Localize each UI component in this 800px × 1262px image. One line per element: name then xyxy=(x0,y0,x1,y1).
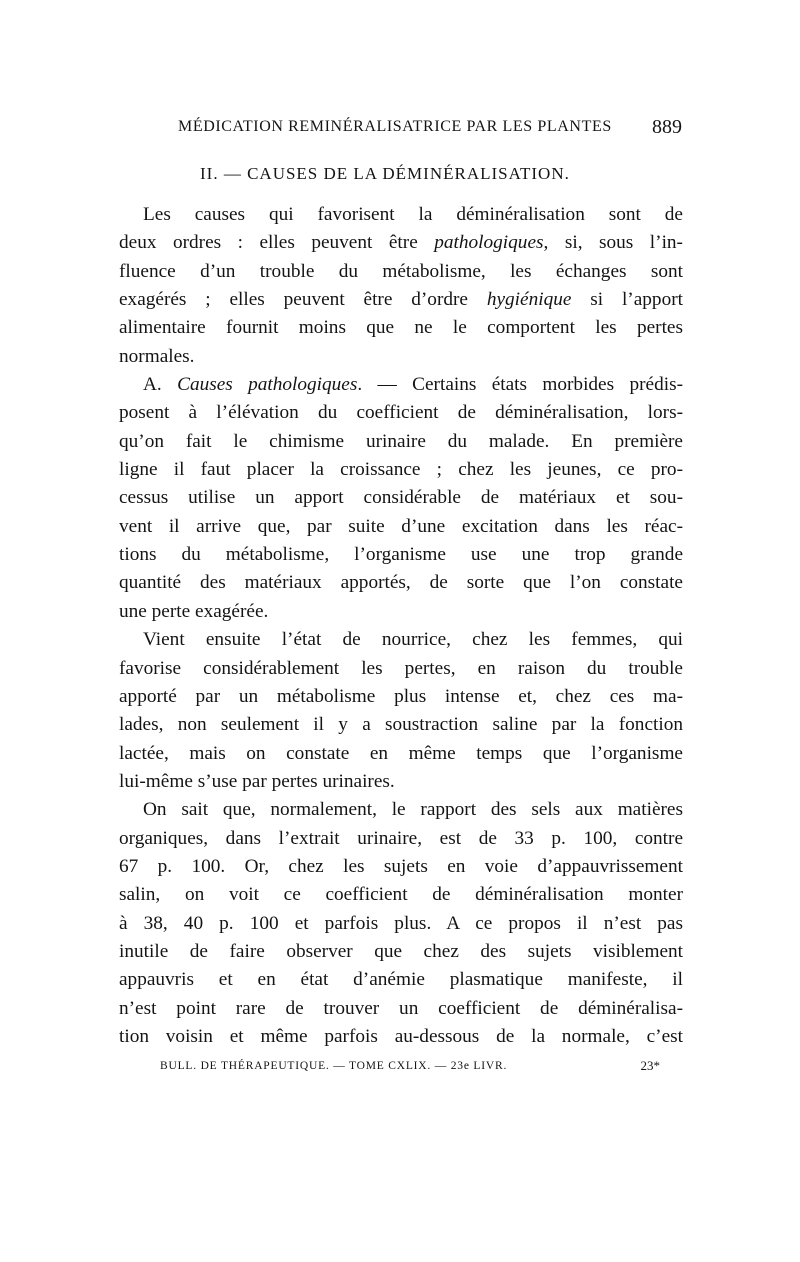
text-line: lades, non seulement il y a soustraction saline par la fonction xyxy=(119,714,683,736)
text-line: 67 p. 100. Or, chez les sujets en voie d’appauvrissement xyxy=(119,855,683,877)
text-line: organiques, dans l’extrait urinaire, est de 33 p. 100, contre xyxy=(119,827,683,849)
text-line: inutile de faire observer que chez des sujets visiblement xyxy=(119,940,683,962)
text-line: normales. xyxy=(119,345,195,367)
text-line: appauvris et en état d’anémie plasmatique manifeste, il xyxy=(119,969,683,991)
text-line: n’est point rare de trouver un coefficient de déminéralisa- xyxy=(119,997,683,1019)
text-line: Vient ensuite l’état de nourrice, chez les femmes, qui xyxy=(143,629,683,651)
page-number: 889 xyxy=(652,116,682,138)
text-line: une perte exagérée. xyxy=(119,600,269,622)
text-line: cessus utilise un apport considérable de matériaux et sou- xyxy=(119,487,683,509)
text-line: quantité des matériaux apportés, de sorte que l’on constate xyxy=(119,572,683,594)
text-line: ligne il faut placer la croissance ; chez les jeunes, ce pro- xyxy=(119,459,683,481)
text-line: qu’on fait le chimisme urinaire du malade. En première xyxy=(119,430,683,452)
text-line: alimentaire fournit moins que ne le comportent les pertes xyxy=(119,317,683,339)
text-line: A. Causes pathologiques. — Certains états morbides prédis- xyxy=(143,374,683,396)
text-line: vent il arrive que, par suite d’une excitation dans les réac- xyxy=(119,515,683,537)
text-line: exagérés ; elles peuvent être d’ordre hygiénique si l’apport xyxy=(119,289,683,311)
text-line: deux ordres : elles peuvent être pathologiques, si, sous l’in- xyxy=(119,232,683,254)
text-line: lactée, mais on constate en même temps que l’organisme xyxy=(119,742,683,764)
text-line: à 38, 40 p. 100 et parfois plus. A ce propos il n’est pas xyxy=(119,912,683,934)
footer-signature-mark: 23* xyxy=(640,1058,660,1073)
text-line: lui-même s’use par pertes urinaires. xyxy=(119,770,395,792)
text-line: Les causes qui favorisent la déminéralisation sont de xyxy=(143,204,683,225)
text-line: tions du métabolisme, l’organisme use une trop grande xyxy=(119,544,683,566)
text-line: apporté par un métabolisme plus intense et, chez ces ma- xyxy=(119,685,683,707)
running-head-title: MÉDICATION REMINÉRALISATRICE PAR LES PLANTES xyxy=(178,118,612,135)
running-head xyxy=(178,114,682,140)
text-line: fluence d’un trouble du métabolisme, les échanges sont xyxy=(119,260,683,282)
body-text xyxy=(119,201,683,1051)
italic-term: hygiénique xyxy=(486,289,572,311)
page-footer xyxy=(160,1056,660,1076)
text-line: salin, on voit ce coefficient de déminéralisation monter xyxy=(119,884,683,906)
footer-journal-info: BULL. DE THÉRAPEUTIQUE. — TOME CXLIX. — 23e LIVR. xyxy=(160,1060,508,1072)
text-line: On sait que, normalement, le rapport des sels aux matières xyxy=(143,799,683,821)
italic-term: pathologiques xyxy=(434,232,544,254)
text-line: tion voisin et même parfois au-dessous de la normale, c’est xyxy=(119,1025,683,1047)
text-line: posent à l’élévation du coefficient de déminéralisation, lors- xyxy=(119,402,683,424)
section-heading: II. — CAUSES DE LA DÉMINÉRALISATION. xyxy=(200,164,570,183)
text-line: favorise considérablement les pertes, en raison du trouble xyxy=(119,657,683,679)
italic-term: Causes pathologiques xyxy=(177,374,358,396)
